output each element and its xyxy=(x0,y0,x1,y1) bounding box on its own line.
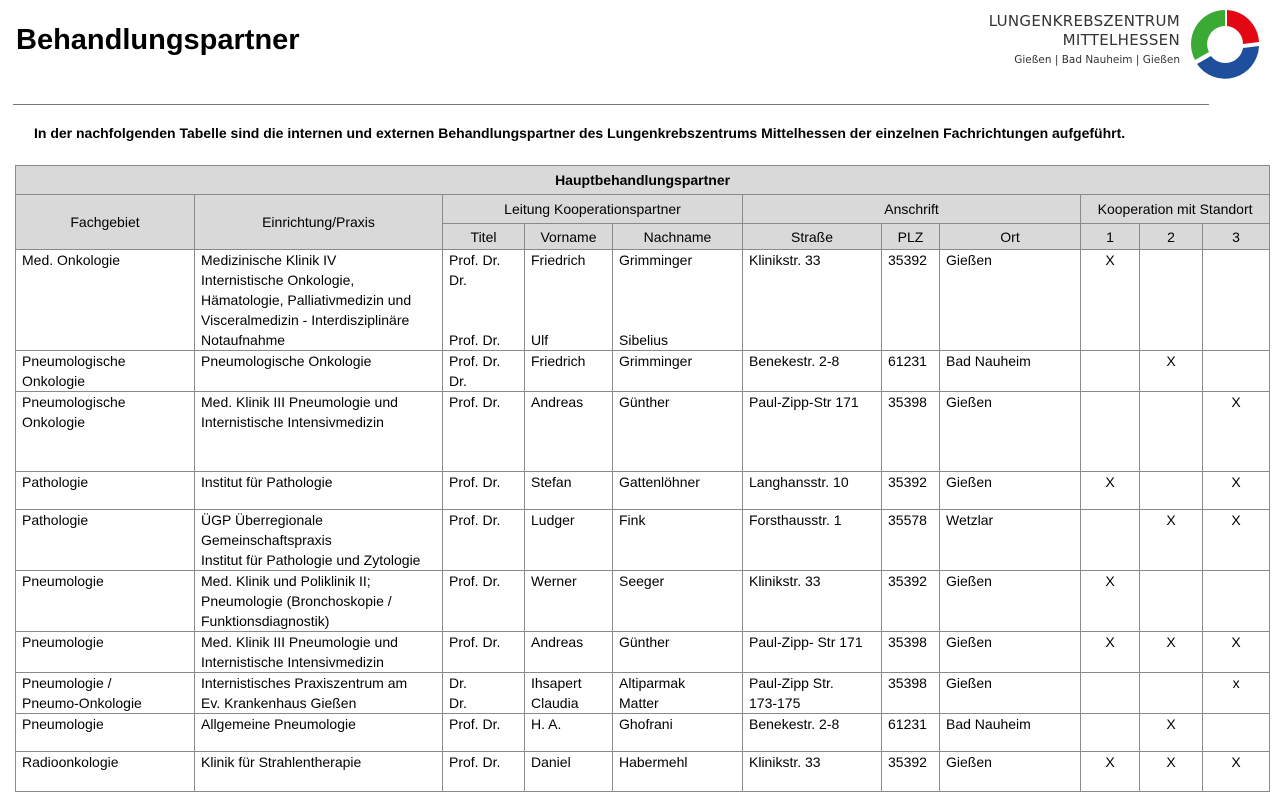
cell-ort xyxy=(940,571,1081,632)
cell-s1 xyxy=(1081,510,1140,571)
cell-nachname xyxy=(613,250,743,351)
partner-table xyxy=(15,165,1270,792)
cell-einrichtung xyxy=(195,392,443,472)
cell-s3 xyxy=(1203,510,1270,571)
cell-value: 61231 xyxy=(888,353,927,369)
lungenkrebszentrum-logo xyxy=(988,4,1265,84)
cell-line: Pathologie xyxy=(22,512,89,528)
cell-line: Dr. xyxy=(449,695,467,711)
cell-line: Pneumologische Onkologie xyxy=(201,353,372,369)
cell-s3 xyxy=(1203,250,1270,351)
cell-line: Hämatologie, Palliativmedizin und xyxy=(201,292,412,308)
cell-strasse xyxy=(743,571,882,632)
cell-line: Dr. xyxy=(449,373,467,389)
cell-line: Forsthausstr. 1 xyxy=(749,512,842,528)
cell-nachname xyxy=(613,472,743,510)
cell-value: X xyxy=(1105,252,1115,268)
cell-s3 xyxy=(1203,571,1270,632)
cell-line: Prof. Dr. xyxy=(449,754,501,770)
cell-ort xyxy=(940,250,1081,351)
cell-s1 xyxy=(1081,632,1140,673)
cell-line xyxy=(531,290,606,310)
cell-fachgebiet xyxy=(16,673,195,714)
cell-line: Prof. Dr. xyxy=(449,512,501,528)
cell-line: Klinikstr. 33 xyxy=(749,252,821,268)
header-standort-3: 3 xyxy=(1203,224,1270,250)
cell-nachname xyxy=(613,392,743,472)
header-nachname: Nachname xyxy=(613,224,743,250)
cell-nachname xyxy=(613,510,743,571)
cell-value: X xyxy=(1166,512,1176,528)
cell-nachname xyxy=(613,714,743,752)
cell-value: 35398 xyxy=(888,634,927,650)
cell-line xyxy=(619,290,736,310)
cell-line: Günther xyxy=(619,394,670,410)
cell-s2 xyxy=(1140,510,1203,571)
cell-value: X xyxy=(1231,474,1241,490)
cell-line: Friedrich xyxy=(531,353,586,369)
intro-text: In der nachfolgenden Tabelle sind die internen und externen Behandlungspartner des Lungenkrebszentrums Mittelhessen der einzelnen Fachrichtungen aufgeführt. xyxy=(34,125,1126,141)
cell-value: X xyxy=(1105,573,1115,589)
cell-value: Bad Nauheim xyxy=(946,716,1031,732)
cell-ort xyxy=(940,632,1081,673)
cell-line: Matter xyxy=(619,695,659,711)
table-body xyxy=(16,250,1270,792)
cell-einrichtung xyxy=(195,632,443,673)
cell-s1 xyxy=(1081,673,1140,714)
table-row xyxy=(16,472,1270,510)
cell-value: Gießen xyxy=(946,634,992,650)
cell-fachgebiet xyxy=(16,472,195,510)
cell-line: Pneumologie xyxy=(22,716,104,732)
cell-line: Habermehl xyxy=(619,754,688,770)
cell-s2 xyxy=(1140,472,1203,510)
cell-line: Internistische Intensivmedizin xyxy=(201,654,384,670)
cell-line: Klinikstr. 33 xyxy=(749,754,821,770)
cell-s1 xyxy=(1081,392,1140,472)
cell-plz xyxy=(882,571,940,632)
cell-line xyxy=(449,290,518,310)
cell-vorname xyxy=(525,632,613,673)
table-row xyxy=(16,571,1270,632)
cell-value: Gießen xyxy=(946,754,992,770)
cell-line xyxy=(531,270,606,290)
cell-value: Wetzlar xyxy=(946,512,994,528)
cell-line: Dr. xyxy=(449,272,467,288)
cell-fachgebiet xyxy=(16,714,195,752)
cell-strasse xyxy=(743,472,882,510)
cell-line: Friedrich xyxy=(531,252,586,268)
cell-line: Prof. Dr. xyxy=(449,252,501,268)
cell-line: Onkologie xyxy=(22,414,86,430)
page-title: Behandlungspartner xyxy=(16,24,300,56)
cell-value: X xyxy=(1231,512,1241,528)
cell-s3 xyxy=(1203,351,1270,392)
cell-line: Med. Klinik III Pneumologie und xyxy=(201,634,398,650)
cell-line: Ludger xyxy=(531,512,575,528)
cell-value: Bad Nauheim xyxy=(946,353,1031,369)
cell-line: Internistische Onkologie, xyxy=(201,272,355,288)
cell-value: x xyxy=(1232,675,1240,691)
cell-line: Dr. xyxy=(449,675,467,691)
cell-value: X xyxy=(1105,474,1115,490)
cell-strasse xyxy=(743,351,882,392)
cell-line: Andreas xyxy=(531,634,584,650)
cell-titel xyxy=(443,571,525,632)
cell-line: Visceralmedizin - Interdisziplinäre xyxy=(201,312,410,328)
cell-titel xyxy=(443,752,525,792)
cell-value: X xyxy=(1231,754,1241,770)
cell-line: Institut für Pathologie xyxy=(201,474,333,490)
cell-line: Pneumologie xyxy=(22,573,104,589)
cell-einrichtung xyxy=(195,571,443,632)
cell-line: Pneumologie xyxy=(22,634,104,650)
cell-line: Klinik für Strahlentherapie xyxy=(201,754,362,770)
cell-value: 35392 xyxy=(888,252,927,268)
cell-plz xyxy=(882,752,940,792)
cell-line: Paul-Zipp Str. xyxy=(749,675,834,691)
cell-line: Langhansstr. 10 xyxy=(749,474,849,490)
cell-line: Ghofrani xyxy=(619,716,673,732)
cell-line: Notaufnahme xyxy=(201,332,286,348)
cell-line: Pneumologische xyxy=(22,353,126,369)
table-row xyxy=(16,714,1270,752)
cell-ort xyxy=(940,752,1081,792)
cell-value: Gießen xyxy=(946,394,992,410)
cell-line: Internistisches Praxiszentrum am xyxy=(201,675,408,691)
cell-s3 xyxy=(1203,632,1270,673)
cell-s1 xyxy=(1081,714,1140,752)
cell-einrichtung xyxy=(195,510,443,571)
cell-line: Sibelius xyxy=(619,332,669,348)
cell-vorname xyxy=(525,351,613,392)
header-strasse: Straße xyxy=(743,224,882,250)
header-fachgebiet: Fachgebiet xyxy=(16,195,195,250)
header-ort: Ort xyxy=(940,224,1081,250)
table-row xyxy=(16,752,1270,792)
cell-vorname xyxy=(525,510,613,571)
header-einrichtung: Einrichtung/Praxis xyxy=(195,195,443,250)
table-row xyxy=(16,510,1270,571)
cell-plz xyxy=(882,714,940,752)
cell-line: Daniel xyxy=(531,754,571,770)
cell-vorname xyxy=(525,392,613,472)
cell-fachgebiet xyxy=(16,752,195,792)
cell-s2 xyxy=(1140,632,1203,673)
cell-line: 173-175 xyxy=(749,695,801,711)
cell-line: Ihsapert xyxy=(531,675,582,691)
cell-nachname xyxy=(613,673,743,714)
cell-strasse xyxy=(743,510,882,571)
logo-lung-ring-icon xyxy=(1185,4,1265,84)
cell-vorname xyxy=(525,673,613,714)
cell-fachgebiet xyxy=(16,510,195,571)
header-kooperation: Kooperation mit Standort xyxy=(1081,195,1270,224)
cell-s2 xyxy=(1140,714,1203,752)
cell-einrichtung xyxy=(195,752,443,792)
cell-line: Altiparmak xyxy=(619,675,686,691)
header-titel: Titel xyxy=(443,224,525,250)
cell-strasse xyxy=(743,714,882,752)
cell-line: Onkologie xyxy=(22,373,86,389)
cell-value: X xyxy=(1166,353,1176,369)
cell-ort xyxy=(940,714,1081,752)
cell-line: Medizinische Klinik IV xyxy=(201,252,337,268)
cell-line xyxy=(449,310,518,330)
cell-line: Prof. Dr. xyxy=(449,394,501,410)
cell-s1 xyxy=(1081,752,1140,792)
cell-strasse xyxy=(743,673,882,714)
cell-strasse xyxy=(743,632,882,673)
cell-plz xyxy=(882,632,940,673)
cell-line xyxy=(531,310,606,330)
cell-value: X xyxy=(1166,634,1176,650)
cell-strasse xyxy=(743,752,882,792)
cell-line: Prof. Dr. xyxy=(449,474,501,490)
cell-line: Institut für Pathologie und Zytologie xyxy=(201,552,421,568)
cell-line: Ev. Krankenhaus Gießen xyxy=(201,695,357,711)
cell-line: Internistische Intensivmedizin xyxy=(201,414,384,430)
cell-value: X xyxy=(1105,634,1115,650)
cell-s2 xyxy=(1140,571,1203,632)
cell-einrichtung xyxy=(195,250,443,351)
logo-line2: MITTELHESSEN xyxy=(1062,31,1180,49)
cell-value: 35578 xyxy=(888,512,927,528)
cell-line: Benekestr. 2-8 xyxy=(749,353,840,369)
cell-titel xyxy=(443,714,525,752)
cell-plz xyxy=(882,472,940,510)
cell-fachgebiet xyxy=(16,632,195,673)
header-standort-2: 2 xyxy=(1140,224,1203,250)
cell-line: Prof. Dr. xyxy=(449,332,501,348)
table-caption: Hauptbehandlungspartner xyxy=(16,166,1270,195)
cell-vorname xyxy=(525,571,613,632)
cell-ort xyxy=(940,673,1081,714)
cell-line xyxy=(619,270,736,290)
cell-line: Prof. Dr. xyxy=(449,634,501,650)
cell-s3 xyxy=(1203,472,1270,510)
cell-titel xyxy=(443,392,525,472)
cell-s1 xyxy=(1081,250,1140,351)
cell-line: Prof. Dr. xyxy=(449,573,501,589)
cell-nachname xyxy=(613,351,743,392)
cell-s1 xyxy=(1081,351,1140,392)
cell-value: X xyxy=(1231,394,1241,410)
cell-nachname xyxy=(613,571,743,632)
cell-strasse xyxy=(743,250,882,351)
cell-line xyxy=(619,310,736,330)
cell-einrichtung xyxy=(195,472,443,510)
cell-line: Andreas xyxy=(531,394,584,410)
cell-ort xyxy=(940,510,1081,571)
cell-line: Gattenlöhner xyxy=(619,474,700,490)
cell-titel xyxy=(443,472,525,510)
cell-line: Klinikstr. 33 xyxy=(749,573,821,589)
cell-einrichtung xyxy=(195,351,443,392)
cell-line: Funktionsdiagnostik) xyxy=(201,613,330,629)
header-plz: PLZ xyxy=(882,224,940,250)
cell-line: Prof. Dr. xyxy=(449,353,501,369)
cell-s3 xyxy=(1203,752,1270,792)
cell-s2 xyxy=(1140,752,1203,792)
cell-titel xyxy=(443,673,525,714)
cell-value: 35392 xyxy=(888,474,927,490)
cell-vorname xyxy=(525,472,613,510)
cell-fachgebiet xyxy=(16,250,195,351)
cell-vorname xyxy=(525,250,613,351)
cell-line: Seeger xyxy=(619,573,665,589)
cell-s2 xyxy=(1140,351,1203,392)
cell-line: Pneumologie / xyxy=(22,675,112,691)
cell-s2 xyxy=(1140,392,1203,472)
cell-nachname xyxy=(613,752,743,792)
cell-titel xyxy=(443,632,525,673)
cell-ort xyxy=(940,392,1081,472)
cell-line: Pneumo-Onkologie xyxy=(22,695,142,711)
cell-line: Stefan xyxy=(531,474,572,490)
cell-line: Radioonkologie xyxy=(22,754,119,770)
cell-value: 35392 xyxy=(888,754,927,770)
header-leitung: Leitung Kooperationspartner xyxy=(443,195,743,224)
cell-value: Gießen xyxy=(946,252,992,268)
cell-plz xyxy=(882,510,940,571)
table-row xyxy=(16,392,1270,472)
cell-line: Claudia xyxy=(531,695,579,711)
cell-line: Pathologie xyxy=(22,474,89,490)
logo-line1: LUNGENKREBSZENTRUM xyxy=(988,12,1180,30)
cell-einrichtung xyxy=(195,714,443,752)
logo-locations: Gießen | Bad Nauheim | Gießen xyxy=(1014,54,1180,66)
cell-line: Pneumologische xyxy=(22,394,126,410)
header-divider xyxy=(13,104,1209,105)
cell-line: Paul-Zipp-Str 171 xyxy=(749,394,859,410)
cell-line: Med. Klinik und Poliklinik II; xyxy=(201,573,371,589)
cell-line: Benekestr. 2-8 xyxy=(749,716,840,732)
header-anschrift: Anschrift xyxy=(743,195,1081,224)
cell-line: Gemeinschaftspraxis xyxy=(201,532,332,548)
table-row xyxy=(16,351,1270,392)
cell-line: Werner xyxy=(531,573,577,589)
cell-vorname xyxy=(525,714,613,752)
header-vorname: Vorname xyxy=(525,224,613,250)
cell-strasse xyxy=(743,392,882,472)
cell-line: Paul-Zipp- Str 171 xyxy=(749,634,863,650)
cell-fachgebiet xyxy=(16,571,195,632)
cell-einrichtung xyxy=(195,673,443,714)
cell-value: Gießen xyxy=(946,675,992,691)
cell-s2 xyxy=(1140,673,1203,714)
cell-value: X xyxy=(1105,754,1115,770)
cell-titel xyxy=(443,250,525,351)
cell-value: 35398 xyxy=(888,394,927,410)
cell-titel xyxy=(443,510,525,571)
cell-value: X xyxy=(1166,754,1176,770)
cell-line: Günther xyxy=(619,634,670,650)
cell-value: X xyxy=(1231,634,1241,650)
cell-nachname xyxy=(613,632,743,673)
table-row xyxy=(16,250,1270,351)
cell-s3 xyxy=(1203,714,1270,752)
cell-line: Med. Onkologie xyxy=(22,252,121,268)
cell-plz xyxy=(882,392,940,472)
cell-line: H. A. xyxy=(531,716,562,732)
cell-s3 xyxy=(1203,673,1270,714)
cell-ort xyxy=(940,351,1081,392)
cell-vorname xyxy=(525,752,613,792)
cell-line: Med. Klinik III Pneumologie und xyxy=(201,394,398,410)
cell-value: 61231 xyxy=(888,716,927,732)
cell-plz xyxy=(882,673,940,714)
cell-line: Grimminger xyxy=(619,353,693,369)
cell-s3 xyxy=(1203,392,1270,472)
cell-line: Fink xyxy=(619,512,646,528)
cell-ort xyxy=(940,472,1081,510)
cell-fachgebiet xyxy=(16,392,195,472)
cell-line: Pneumologie (Bronchoskopie / xyxy=(201,593,392,609)
cell-plz xyxy=(882,351,940,392)
cell-value: Gießen xyxy=(946,573,992,589)
cell-s1 xyxy=(1081,571,1140,632)
cell-plz xyxy=(882,250,940,351)
cell-s1 xyxy=(1081,472,1140,510)
table-row xyxy=(16,673,1270,714)
cell-value: X xyxy=(1166,716,1176,732)
table-row xyxy=(16,632,1270,673)
cell-value: Gießen xyxy=(946,474,992,490)
cell-line: Allgemeine Pneumologie xyxy=(201,716,356,732)
cell-line: Ulf xyxy=(531,332,549,348)
cell-value: 35392 xyxy=(888,573,927,589)
cell-line: Grimminger xyxy=(619,252,693,268)
cell-value: 35398 xyxy=(888,675,927,691)
cell-line: Prof. Dr. xyxy=(449,716,501,732)
cell-fachgebiet xyxy=(16,351,195,392)
header-standort-1: 1 xyxy=(1081,224,1140,250)
cell-line: ÜGP Überregionale xyxy=(201,512,323,528)
cell-titel xyxy=(443,351,525,392)
cell-s2 xyxy=(1140,250,1203,351)
